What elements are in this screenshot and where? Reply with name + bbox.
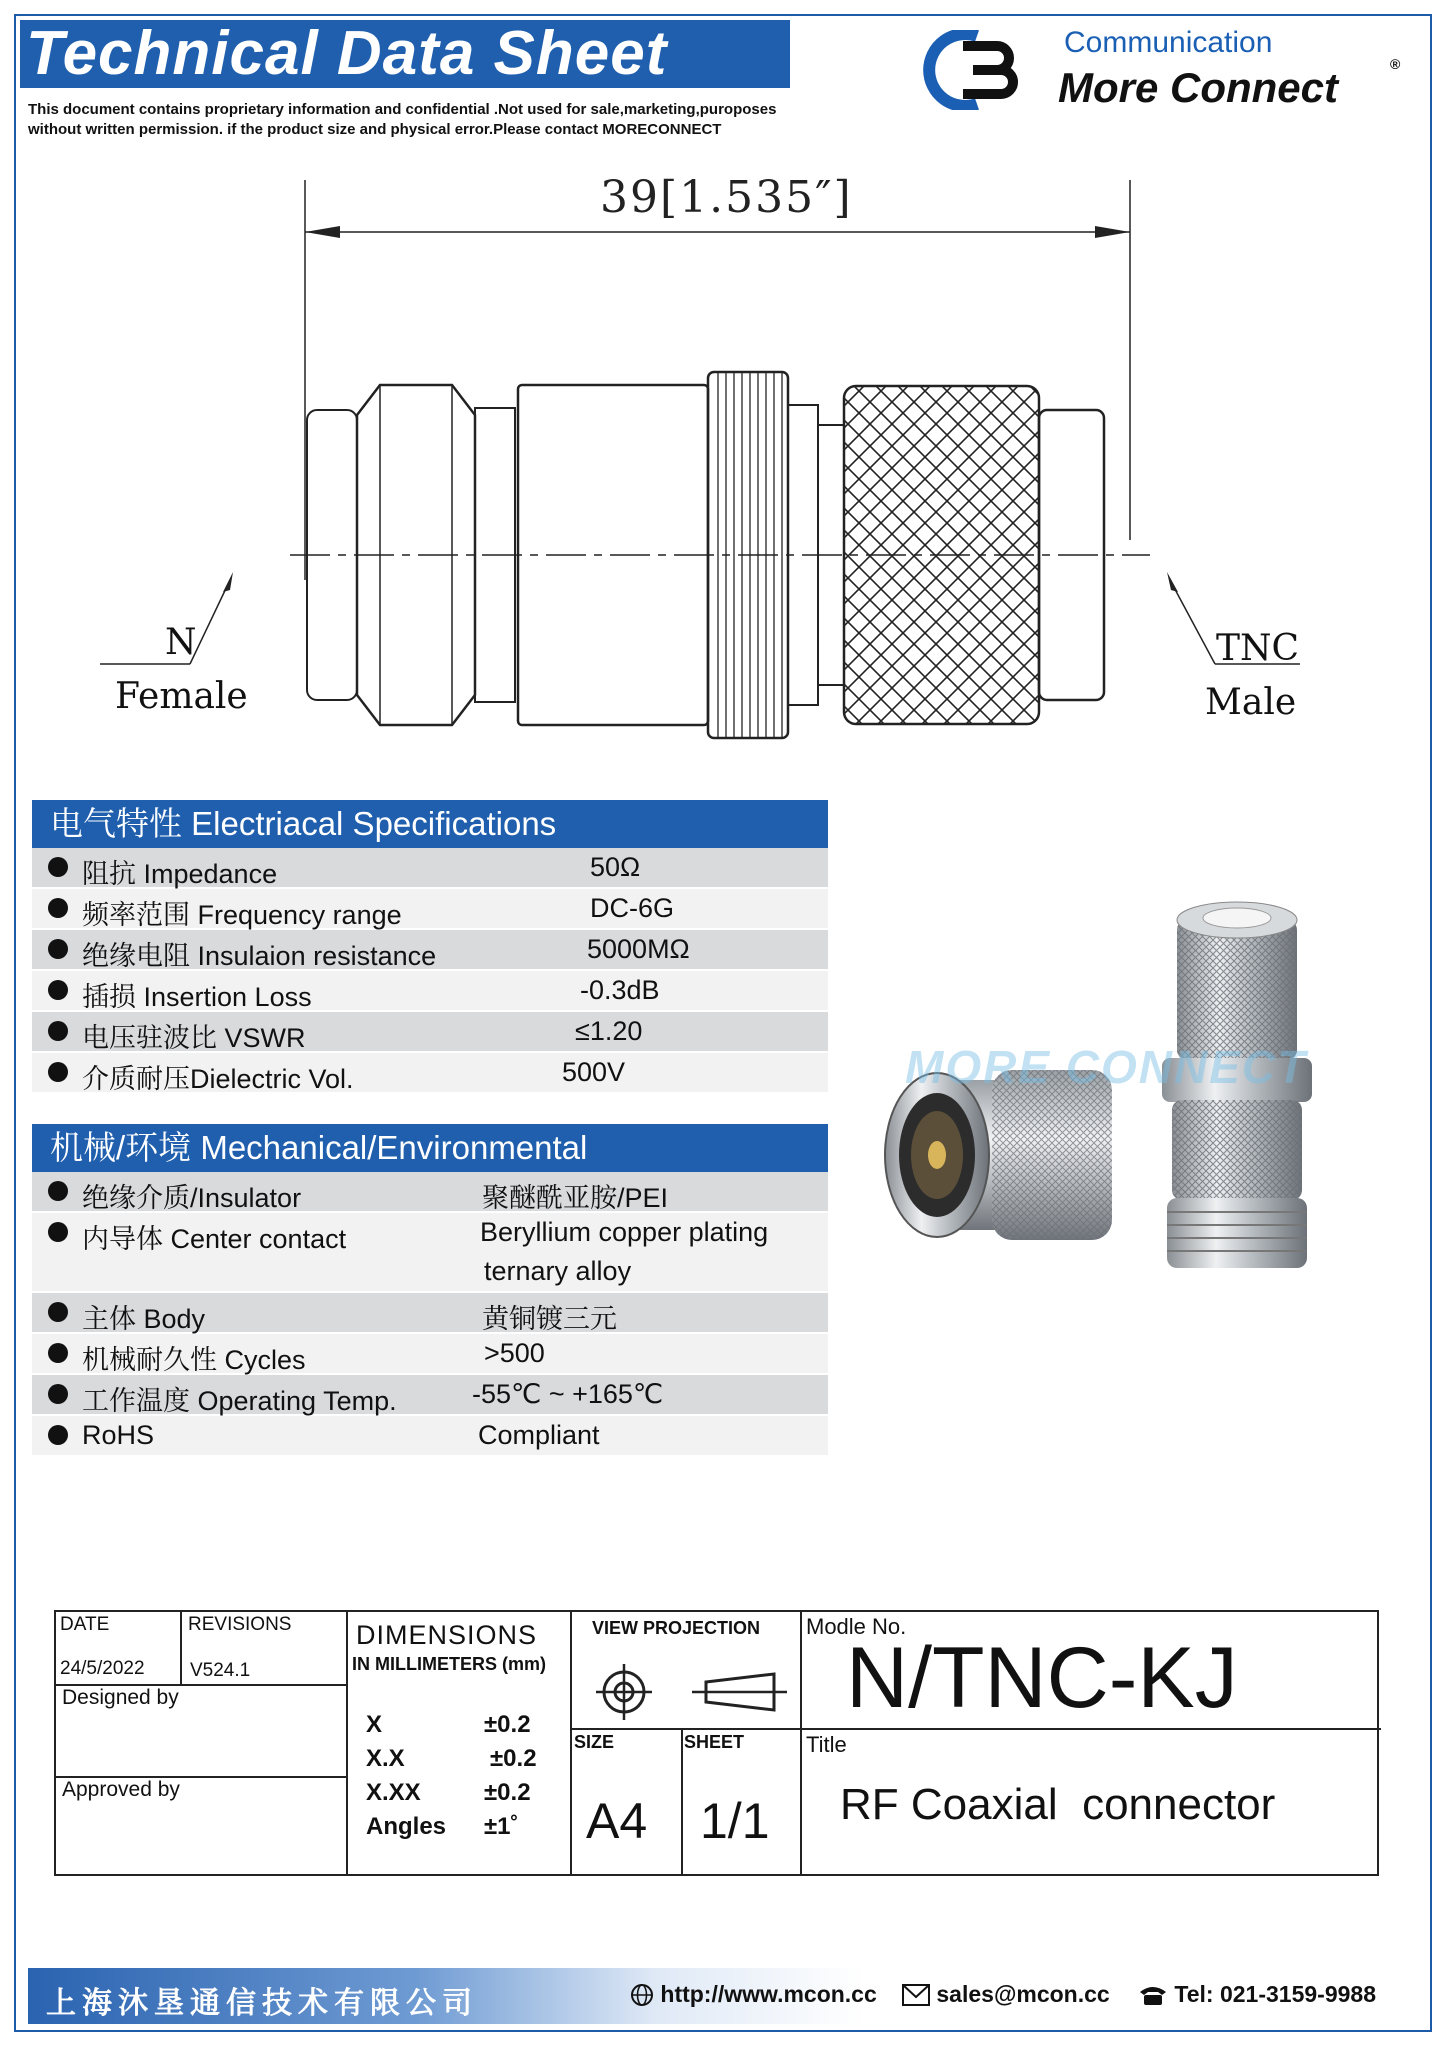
- spec-value: -0.3dB: [580, 975, 660, 1005]
- email-text[interactable]: sales@mcon.cc: [936, 1981, 1110, 2007]
- spec-label: RoHS: [82, 1420, 155, 1450]
- size-value: A4: [586, 1793, 648, 1849]
- spec-value: -55℃ ~ +165℃: [472, 1379, 664, 1409]
- right-connector-gender: Male: [1205, 682, 1297, 723]
- title-value: RF Coaxial connector: [840, 1780, 1276, 1829]
- telephone-icon: [1138, 1984, 1168, 2006]
- bullet-icon: [48, 980, 68, 1000]
- left-connector-type: N: [165, 622, 197, 663]
- spec-label: 介质耐压Dielectric Vol.: [82, 1064, 354, 1094]
- overall-length-dimension: 39[1.535″]: [600, 172, 853, 223]
- brand-tagline: Communication: [1064, 26, 1273, 59]
- spec-label: 工作温度 Operating Temp.: [82, 1386, 397, 1416]
- date-label: DATE: [60, 1614, 110, 1635]
- disclaimer-line-2: without written permission. if the product size and physical error.Please contact MORECONNECT: [28, 121, 722, 138]
- bullet-icon: [48, 1384, 68, 1404]
- tolerance-key: X.X: [366, 1745, 405, 1772]
- bullet-icon: [48, 1062, 68, 1082]
- spec-label: 主体 Body: [82, 1304, 206, 1334]
- mail-icon: [902, 1984, 930, 2006]
- model-value: N/TNC-KJ: [846, 1630, 1238, 1726]
- spec-label: 频率范围 Frequency range: [82, 900, 402, 930]
- spec-row: [32, 971, 828, 1012]
- website-text[interactable]: http://www.mcon.cc: [660, 1981, 877, 2007]
- sheet-label: SHEET: [684, 1732, 745, 1752]
- spec-row: [32, 889, 828, 930]
- dimensions-label: DIMENSIONS: [356, 1620, 538, 1650]
- tolerance-key: Angles: [366, 1813, 447, 1840]
- spec-label: 插损 Insertion Loss: [82, 982, 312, 1012]
- spec-label: 绝缘介质/Insulator: [82, 1183, 302, 1213]
- phone: [1138, 1981, 1376, 2008]
- spec-row: [32, 930, 828, 971]
- spec-value: Beryllium copper plating: [480, 1217, 769, 1247]
- bullet-icon: [48, 939, 68, 959]
- registered-mark: ®: [1390, 56, 1401, 72]
- spec-row: [32, 1334, 828, 1375]
- spec-value: 500V: [562, 1057, 626, 1087]
- globe-icon: [630, 1983, 654, 2007]
- spec-row: [32, 1053, 828, 1094]
- view-projection-label: VIEW PROJECTION: [592, 1618, 761, 1638]
- tolerance-value: ±0.2: [484, 1779, 531, 1806]
- tolerance-values: [484, 1708, 537, 1844]
- tolerance-key: X: [366, 1711, 383, 1738]
- spec-row: [32, 1375, 828, 1416]
- bullet-icon: [48, 1343, 68, 1363]
- revisions-value: V524.1: [190, 1660, 251, 1681]
- bullet-icon: [48, 898, 68, 918]
- size-label: SIZE: [574, 1732, 615, 1752]
- disclaimer-line-1: This document contains proprietary information and confidential .Not used for sale,marketing,puroposes: [28, 101, 777, 118]
- designed-by-label: Designed by: [62, 1686, 179, 1709]
- spec-value: >500: [484, 1338, 545, 1368]
- photo-watermark: MORE CONNECT: [905, 1041, 1308, 1093]
- bullet-icon: [48, 857, 68, 877]
- website[interactable]: [630, 1981, 877, 2008]
- spec-row: [32, 1172, 828, 1213]
- brand-name: More Connect: [1058, 64, 1339, 111]
- spec-row: [32, 1213, 828, 1293]
- email[interactable]: [902, 1981, 1110, 2008]
- spec-row: [32, 1012, 828, 1053]
- spec-label: 内导体 Center contact: [82, 1224, 347, 1254]
- electrical-specifications-table: [32, 800, 828, 1094]
- spec-value: 5000MΩ: [587, 934, 690, 964]
- bullet-icon: [48, 1181, 68, 1201]
- spec-value: 黄铜镀三元: [482, 1304, 617, 1334]
- tolerance-value: ±1˚: [484, 1813, 519, 1840]
- more-connect-logo-icon: [915, 30, 1035, 110]
- tolerance-key: X.XX: [366, 1779, 421, 1806]
- tolerance-value: ±0.2: [490, 1745, 537, 1772]
- date-value: 24/5/2022: [60, 1658, 145, 1679]
- model-label: Modle No.: [806, 1614, 907, 1639]
- tolerance-keys: [366, 1708, 446, 1844]
- units-label: IN MILLIMETERS (mm): [352, 1654, 546, 1674]
- mechanical-specifications-table: [32, 1124, 828, 1457]
- bullet-icon: [48, 1021, 68, 1041]
- bullet-icon: [48, 1425, 68, 1445]
- spec-value: DC-6G: [590, 893, 675, 923]
- disclaimer: [28, 100, 828, 140]
- right-connector-type: TNC: [1216, 628, 1300, 669]
- third-angle-projection-icon: [582, 1660, 792, 1722]
- sheet-value: 1/1: [700, 1793, 770, 1849]
- bullet-icon: [48, 1302, 68, 1322]
- spec-value: Compliant: [478, 1420, 600, 1450]
- spec-label: 电压驻波比 VSWR: [82, 1023, 306, 1053]
- phone-text: Tel: 021-3159-9988: [1174, 1981, 1376, 2007]
- revisions-label: REVISIONS: [188, 1614, 292, 1635]
- tolerance-value: ±0.2: [484, 1711, 531, 1738]
- spec-row: [32, 1293, 828, 1334]
- spec-label: 机械耐久性 Cycles: [82, 1345, 306, 1375]
- spec-row: [32, 848, 828, 889]
- company-name: 上海沐垦通信技术有限公司: [46, 1987, 478, 2020]
- title-block: [54, 1610, 1379, 1876]
- spec-row: [32, 1416, 828, 1457]
- spec-label: 阻抗 Impedance: [82, 859, 278, 889]
- spec-value: 聚醚酰亚胺/PEI: [482, 1183, 669, 1213]
- spec-value-continued: ternary alloy: [484, 1256, 632, 1286]
- mechanical-heading: 机械/环境 Mechanical/Environmental: [32, 1124, 828, 1172]
- approved-by-label: Approved by: [62, 1778, 180, 1801]
- connector-drawing: [100, 160, 1320, 750]
- spec-value: 50Ω: [590, 852, 641, 882]
- spec-label: 绝缘电阻 Insulaion resistance: [82, 941, 437, 971]
- spec-value: ≤1.20: [575, 1016, 643, 1046]
- electrical-heading: 电气特性 Electriacal Specifications: [32, 800, 828, 848]
- bullet-icon: [48, 1222, 68, 1242]
- document-title: Technical Data Sheet: [26, 19, 668, 88]
- title-label: Title: [806, 1732, 847, 1757]
- left-connector-gender: Female: [115, 676, 248, 717]
